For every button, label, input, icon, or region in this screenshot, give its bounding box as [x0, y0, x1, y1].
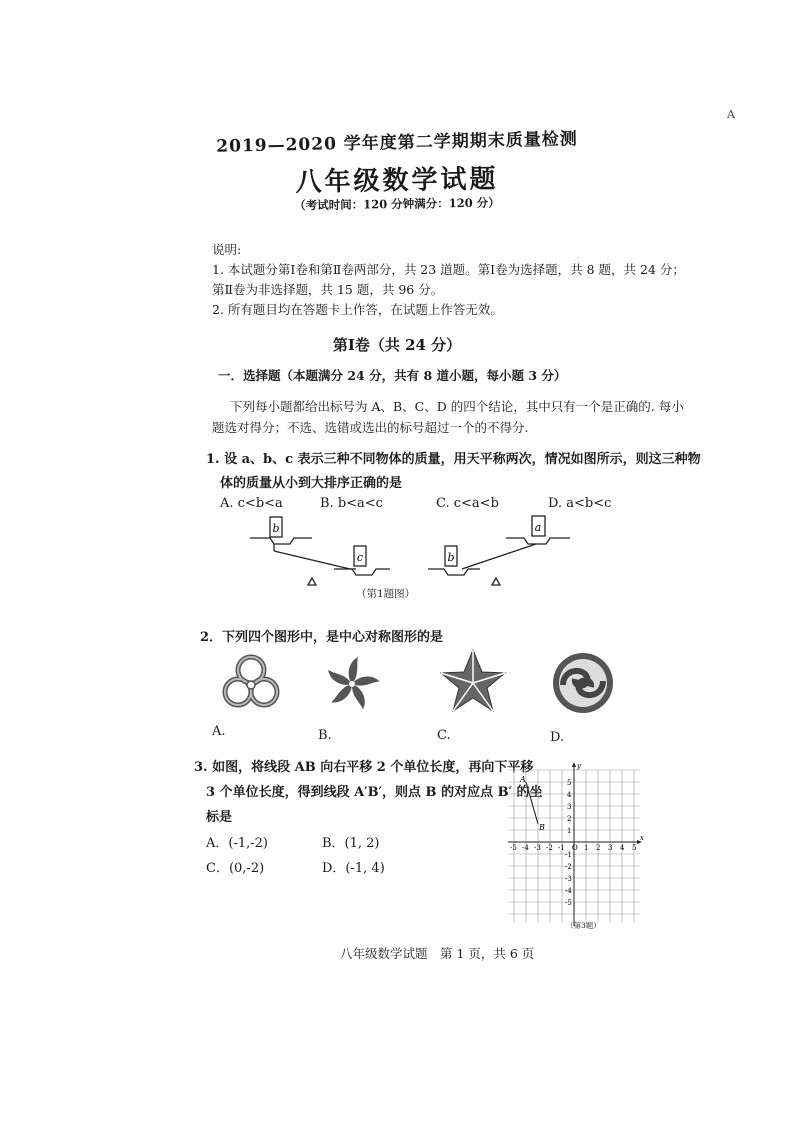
- q2-option-a: A.: [212, 724, 226, 739]
- instructions-line-1: 1. 本试题分第Ⅰ卷和第Ⅱ卷两部分，共 23 道题。第Ⅰ卷为选择题，共 8 题，共 24 分；: [212, 262, 685, 277]
- left-balance-beam: [274, 551, 350, 569]
- x-tick-label: 1: [584, 844, 589, 852]
- y-tick-label: -3: [565, 875, 572, 883]
- x-tick-label: O: [572, 844, 578, 852]
- point-b-label: B: [539, 823, 545, 832]
- q1-option-d: D. a<b<c: [548, 496, 612, 511]
- y-tick-label: 2: [567, 815, 572, 823]
- y-tick-label: 3: [567, 803, 572, 811]
- x-tick-label: 4: [620, 844, 625, 852]
- left-balance-fulcrum: [308, 578, 316, 585]
- q1-option-b: B. b<a<c: [320, 496, 383, 511]
- y-tick-label: -5: [565, 899, 572, 907]
- right-balance-high-pan: [506, 538, 570, 544]
- part-1-title: 一．选择题（本题满分 24 分，共有 8 道小题，每小题 3 分）: [218, 368, 567, 383]
- page-footer: 八年级数学试题 第 1 页，共 6 页: [340, 946, 535, 961]
- section-1-title: 第Ⅰ卷（共 24 分）: [332, 336, 462, 354]
- corner-mark: A: [727, 108, 735, 121]
- q1-stem-line-1: 1. 设 a、b、c 表示三种不同物体的质量，用天平称两次，情况如图所示，则这三种物: [206, 452, 701, 467]
- x-tick-label: -3: [534, 844, 541, 852]
- y-axis-label: y: [577, 762, 581, 770]
- y-tick-label: 1: [567, 827, 572, 835]
- exam-subject-title: 八年级数学试题: [295, 164, 499, 198]
- q2-option-b: B.: [318, 728, 332, 743]
- q1-option-a: A. c<b<a: [220, 496, 283, 511]
- q2-option-c: C.: [437, 728, 451, 743]
- instructions-line-3: 2. 所有题目均在答题卡上作答，在试题上作答无效。: [212, 302, 503, 317]
- section-intro-line-1: 下列每小题都给出标号为 A、B、C、D 的四个结论，其中只有一个是正确的. 每小: [230, 399, 684, 414]
- q2-stem: 2．下列四个图形中，是中心对称图形的是: [200, 630, 444, 645]
- q2-option-d: D.: [550, 730, 565, 745]
- q3-stem-line-2: 3 个单位长度，得到线段 A′B′，则点 B 的对应点 B′ 的坐: [206, 785, 543, 800]
- x-tick-label: -1: [558, 844, 565, 852]
- q2-figure-d-swirl: [550, 650, 616, 716]
- instructions-label: 说明:: [212, 242, 242, 257]
- right-weight-b-label: b: [447, 551, 455, 564]
- q1-option-c: C. c<a<b: [436, 496, 499, 511]
- q1-stem-line-2: 体的质量从小到大排序正确的是: [220, 476, 403, 491]
- q3-option-b: B．(1, 2): [322, 836, 380, 851]
- instructions-line-2: 第Ⅱ卷为非选择题，共 15 题，共 96 分。: [212, 282, 444, 297]
- left-weight-b-label: b: [272, 522, 280, 535]
- right-balance-low-pan: [428, 569, 480, 575]
- point-a-label: A: [520, 775, 526, 784]
- q3-option-a: A．(-1,-2): [206, 836, 268, 851]
- y-tick-label: -2: [565, 863, 572, 871]
- right-balance-fulcrum: [492, 578, 500, 585]
- y-tick-label: 4: [567, 791, 572, 799]
- exam-term-title: 2019—2020 学年度第二学期期末质量检测: [216, 129, 578, 157]
- y-tick-label: -4: [565, 887, 572, 895]
- y-tick-label: 5: [567, 779, 572, 787]
- q3-coordinate-grid: [504, 762, 646, 934]
- left-balance-low-pan: [334, 569, 390, 575]
- x-tick-label: 2: [596, 844, 601, 852]
- x-tick-label: -2: [546, 844, 553, 852]
- x-axis-label: x: [640, 834, 644, 842]
- x-tick-label: 3: [608, 844, 613, 852]
- q2-figure-a-trefoil: [220, 652, 282, 714]
- left-weight-c-label: c: [356, 551, 364, 564]
- q3-stem-line-1: 3. 如图，将线段 AB 向右平移 2 个单位长度，再向下平移: [194, 760, 534, 775]
- section-intro-line-2: 题选对得分；不选、选错或选出的标号超过一个的不得分.: [212, 420, 529, 435]
- q1-balance-figure: [240, 508, 580, 588]
- x-tick-label: -5: [510, 844, 517, 852]
- q1-figure-caption: （第1题图）: [356, 588, 416, 600]
- q3-option-c: C．(0,-2): [206, 861, 265, 876]
- exam-info: （考试时间：120 分钟满分：120 分）: [294, 195, 500, 213]
- left-balance-high-pan: [250, 538, 312, 544]
- y-tick-label: -1: [565, 851, 572, 859]
- q3-option-d: D．(-1, 4): [322, 861, 385, 876]
- q3-stem-line-3: 标是: [206, 810, 233, 825]
- right-balance-beam: [462, 544, 536, 569]
- q2-figure-b-bauhinia: [322, 654, 382, 714]
- x-tick-label: -4: [522, 844, 529, 852]
- q3-figure-caption: （第3题）: [566, 921, 601, 930]
- x-tick-label: 5: [632, 844, 637, 852]
- right-weight-a-label: a: [534, 521, 542, 534]
- q2-figure-c-star: [438, 648, 508, 718]
